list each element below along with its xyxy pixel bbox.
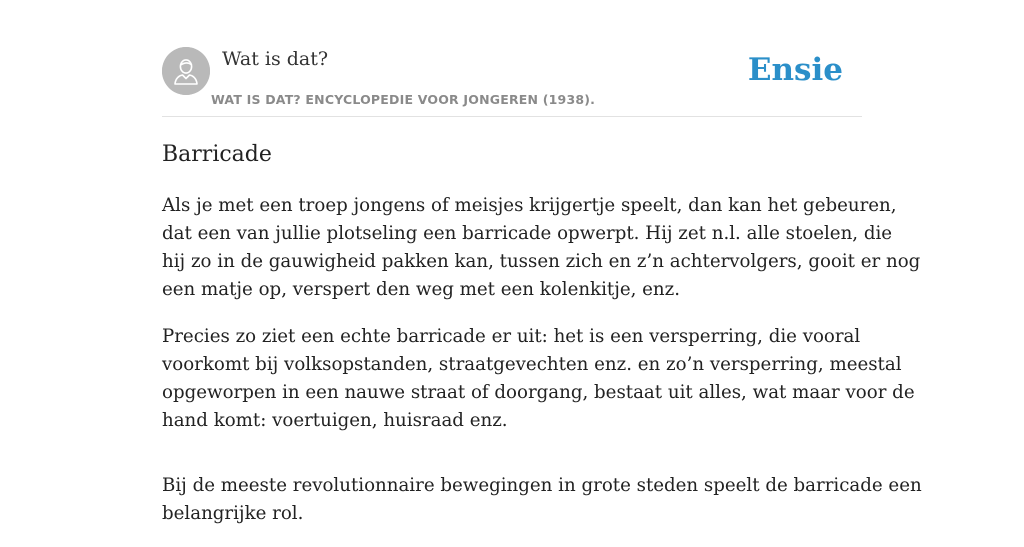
paragraph — [162, 323, 915, 435]
source-subtitle: WAT IS DAT? ENCYCLOPEDIE VOOR JONGEREN (1938). — [211, 92, 596, 107]
text-line: voorkomt bij volksopstanden, straatgevechten enz. en zo’n versperring, meestal — [162, 354, 902, 375]
text-line: een matje op, verspert den weg met een kolenkitje, enz. — [162, 279, 681, 300]
entry-body — [162, 192, 922, 547]
paragraph — [162, 472, 922, 528]
text-line: opgeworpen in een nauwe straat of doorgang, bestaat uit alles, wat maar voor de — [162, 382, 915, 403]
text-line: belangrijke rol. — [162, 503, 304, 524]
text-line: hand komt: voertuigen, huisraad enz. — [162, 410, 508, 431]
text-line: Als je met een troep jongens of meisjes krijgertje speelt, dan kan het gebeuren, — [162, 195, 897, 216]
text-line: hij zo in de gauwigheid pakken kan, tussen zich en z’n achtervolgers, gooit er nog — [162, 251, 921, 272]
brand-logo-link[interactable]: Ensie — [747, 52, 843, 88]
paragraph — [162, 192, 921, 304]
entry-title: Barricade — [162, 142, 272, 167]
source-header — [162, 46, 862, 117]
source-title-link[interactable]: Wat is dat? — [222, 48, 329, 70]
user-silhouette-icon[interactable] — [162, 47, 210, 95]
text-line: Bij de meeste revolutionnaire bewegingen in grote steden speelt de barricade een — [162, 475, 922, 496]
text-line: dat een van jullie plotseling een barricade opwerpt. Hij zet n.l. alle stoelen, die — [162, 223, 893, 244]
text-line: Precies zo ziet een echte barricade er uit: het is een versperring, die vooral — [162, 326, 861, 347]
